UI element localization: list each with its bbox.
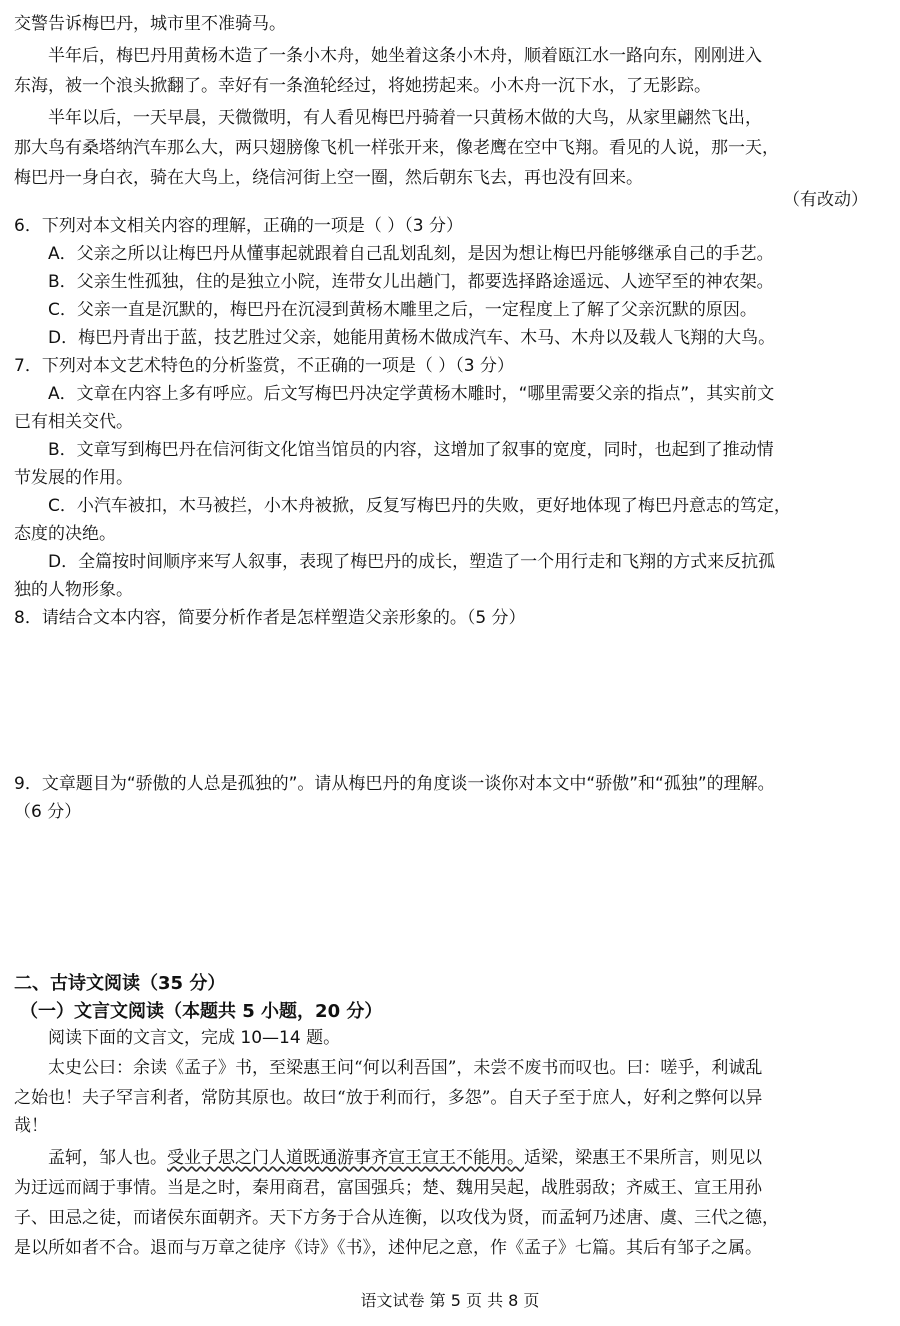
q6-option-c: C．父亲一直是沉默的，梅巴丹在沉浸到黄杨木雕里之后，一定程度上了解了父亲沉默的原因。 bbox=[48, 300, 757, 320]
question-8: 8．请结合文本内容，简要分析作者是怎样塑造父亲形象的。（5 分） bbox=[14, 608, 526, 628]
q6-option-b: B．父亲生性孤独，住的是独立小院，连带女儿出趟门，都要选择路途遥远、人迹罕至的神农架。 bbox=[48, 272, 774, 292]
story-line: 交警告诉梅巴丹，城市里不准骑马。 bbox=[14, 14, 286, 34]
story-line: 半年后，梅巴丹用黄杨木造了一条小木舟，她坐着这条小木舟，顺着瓯江水一路向东，刚刚进入 bbox=[48, 46, 762, 66]
classical-text-line: 子、田忌之徒，而诸侯东面朝齐。天下方务于合从连衡，以攻伐为贤，而孟轲乃述唐、虞、三代之德， bbox=[14, 1208, 779, 1228]
section-2-title: 二、古诗文阅读（35 分） bbox=[14, 973, 226, 994]
classical-text-line: 之始也！夫子罕言利者，常防其原也。故曰“放于利而行，多怨”。自天子至于庶人，好利之弊何以异 bbox=[14, 1088, 763, 1108]
story-line: 东海，被一个浪头掀翻了。幸好有一条渔轮经过，将她捞起来。小木舟一沉下水，了无影踪。 bbox=[14, 76, 711, 96]
p2-end: 适梁，梁惠王不果所言，则见以 bbox=[524, 1148, 762, 1168]
question-9-score: （6 分） bbox=[14, 802, 82, 822]
source-note: （有改动） bbox=[783, 190, 868, 210]
wavy-underlined-sentence: 受业子思之门人道既通游事齐宣王宣王不能用。 bbox=[167, 1148, 524, 1168]
story-line: 梅巴丹一身白衣，骑在大鸟上，绕信河街上空一圈，然后朝东飞去，再也没有回来。 bbox=[14, 168, 643, 188]
q7-option-a-cont: 已有相关交代。 bbox=[14, 412, 133, 432]
classical-text-line bbox=[48, 1146, 762, 1170]
story-line: 半年以后，一天早晨，天微微明，有人看见梅巴丹骑着一只黄杨木做的大鸟，从家里翩然飞出， bbox=[48, 108, 762, 128]
question-9: 9．文章题目为“骄傲的人总是孤独的”。请从梅巴丹的角度谈一谈你对本文中“骄傲”和“孤独”的理解。 bbox=[14, 774, 775, 794]
q7-option-b: B．文章写到梅巴丹在信河街文化馆当馆员的内容，这增加了叙事的宽度，同时，也起到了推动情 bbox=[48, 440, 774, 460]
q7-option-b-cont: 节发展的作用。 bbox=[14, 468, 133, 488]
classical-text-line: 太史公曰：余读《孟子》书，至梁惠王问“何以利吾国”，未尝不废书而叹也。曰：嗟乎，利诚乱 bbox=[48, 1058, 763, 1078]
q6-option-d: D．梅巴丹青出于蓝，技艺胜过父亲，她能用黄杨木做成汽车、木马、木舟以及载人飞翔的大鸟。 bbox=[48, 328, 776, 348]
page-footer: 语文试卷 第 5 页 共 8 页 bbox=[360, 1291, 540, 1310]
q7-option-c: C．小汽车被扣，木马被拦，小木舟被掀，反复写梅巴丹的失败，更好地体现了梅巴丹意志的笃定， bbox=[48, 496, 791, 516]
q7-option-d-cont: 独的人物形象。 bbox=[14, 580, 133, 600]
classical-text-line: 为迂远而阔于事情。当是之时，秦用商君，富国强兵；楚、魏用吴起，战胜弱敌；齐威王、宣王用孙 bbox=[14, 1178, 762, 1198]
story-line: 那大鸟有桑塔纳汽车那么大，两只翅膀像飞机一样张开来，像老鹰在空中飞翔。看见的人说，那一天， bbox=[14, 138, 779, 158]
q7-option-d: D．全篇按时间顺序来写人叙事，表现了梅巴丹的成长，塑造了一个用行走和飞翔的方式来反抗孤 bbox=[48, 552, 776, 572]
q7-option-c-cont: 态度的决绝。 bbox=[14, 524, 116, 544]
section-2-subtitle: （一）文言文阅读（本题共 5 小题，20 分） bbox=[20, 1001, 383, 1022]
q6-option-a: A．父亲之所以让梅巴丹从懂事起就跟着自己乱划乱刻，是因为想让梅巴丹能够继承自己的手艺。 bbox=[48, 244, 774, 264]
question-7-stem: 7．下列对本文艺术特色的分析鉴赏，不正确的一项是（ ）（3 分） bbox=[14, 356, 514, 376]
classical-text-line: 是以所如者不合。退而与万章之徒序《诗》《书》，述仲尼之意，作《孟子》七篇。其后有邹子之属。 bbox=[14, 1238, 762, 1258]
q7-option-a: A．文章在内容上多有呼应。后文写梅巴丹决定学黄杨木雕时，“哪里需要父亲的指点”，其实前文 bbox=[48, 384, 775, 404]
classical-text-line: 哉！ bbox=[14, 1116, 48, 1136]
section-2-instruction: 阅读下面的文言文，完成 10—14 题。 bbox=[48, 1028, 341, 1048]
p2-start: 孟轲，邹人也。 bbox=[48, 1148, 167, 1168]
question-6-stem: 6．下列对本文相关内容的理解，正确的一项是（ ）（3 分） bbox=[14, 216, 463, 236]
